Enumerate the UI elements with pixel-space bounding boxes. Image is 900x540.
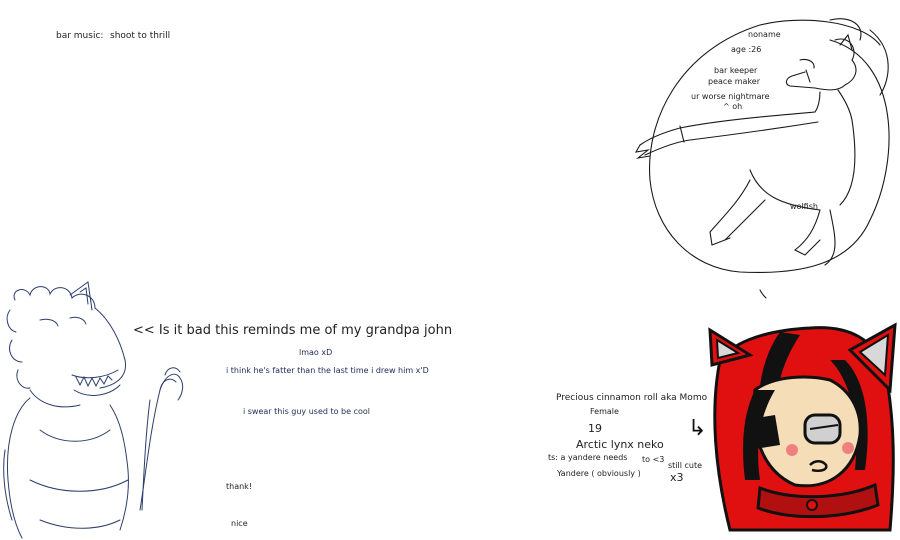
momo-age: 19	[588, 422, 602, 435]
grandpa-comment-1: lmao xD	[299, 348, 333, 357]
momo-arrow-icon: ↳	[688, 416, 707, 441]
wolf-exclaim: ^ oh	[723, 102, 743, 111]
momo-species: Arctic lynx neko	[576, 438, 664, 451]
wolf-role-3: ur worse nightmare	[691, 92, 770, 101]
grandpa-comment-5: nice	[231, 519, 248, 528]
bar-music-value: shoot to thrill	[110, 31, 171, 41]
momo-type: Yandere ( obviously )	[557, 469, 641, 478]
grandpa-headline: << Is it bad this reminds me of my grandpa john	[133, 323, 453, 338]
wolf-tag: wolfish	[790, 202, 818, 211]
momo-ts: ts: a yandere needs	[548, 453, 628, 462]
grandpa-comment-3: i swear this guy used to be cool	[243, 407, 371, 416]
wolf-name: noname	[748, 30, 781, 39]
grandpa-comment-2: i think he's fatter than the last time i drew him x'D	[226, 366, 429, 375]
momo-still-cute: still cute	[668, 461, 703, 470]
bar-music-label: bar music:	[56, 31, 104, 41]
wolf-age: age :26	[731, 45, 762, 54]
wolf-role-1: bar keeper	[714, 66, 758, 75]
wolf-role-2: peace maker	[708, 77, 761, 86]
momo-title: Precious cinnamon roll aka Momo	[556, 393, 708, 403]
momo-character-drawing	[700, 320, 900, 540]
grandpa-comment-4: thank!	[226, 482, 253, 491]
grandpa-character-sketch	[0, 280, 200, 540]
momo-ts-tail: to <3	[642, 455, 665, 464]
momo-face: x3	[670, 471, 684, 484]
momo-gender: Female	[590, 407, 619, 416]
